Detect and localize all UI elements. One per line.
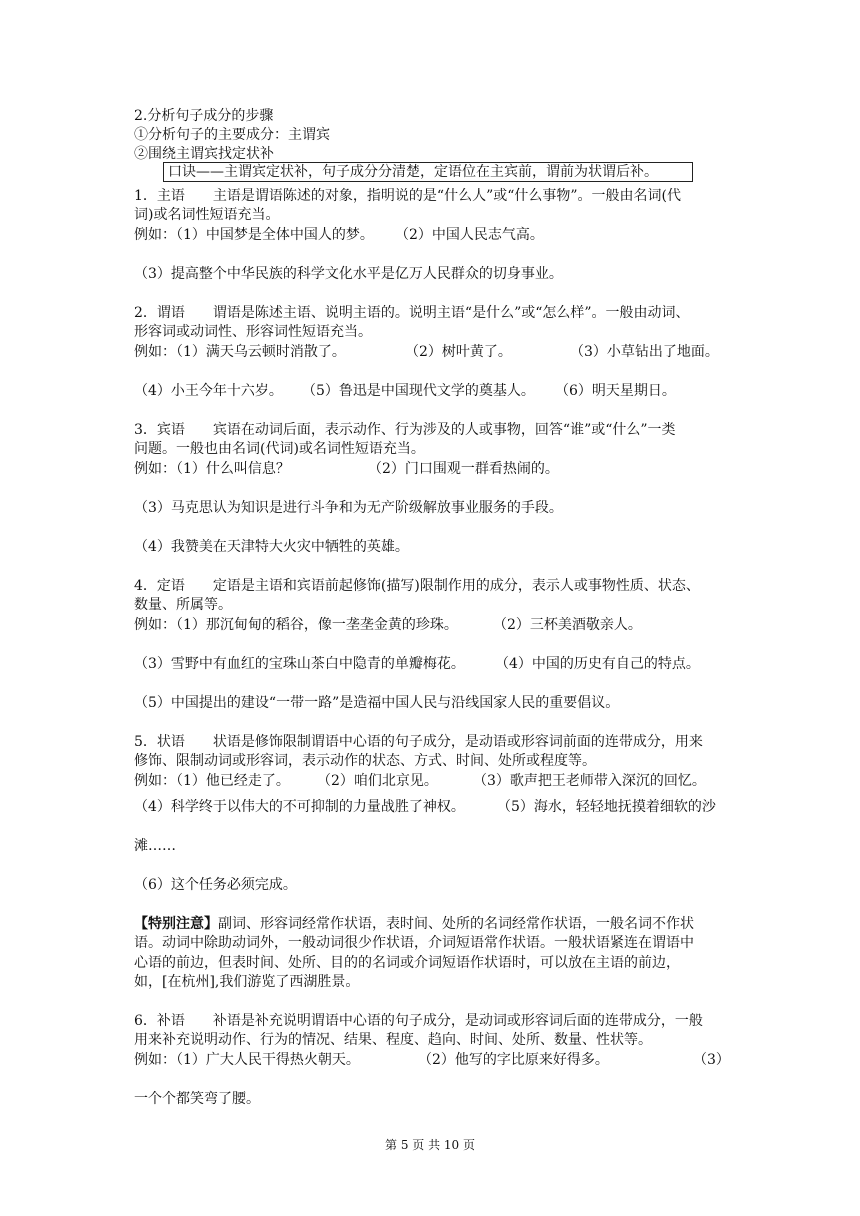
object-example-1: 例如：（1）什么叫信息？ [134, 461, 290, 477]
adverbial-example-1: 例如：（1）他已经走了。 [134, 773, 290, 789]
page-footer: 第 5 页 共 10 页 [385, 1138, 475, 1152]
adverbial-example-6: （6）这个任务必须完成。 [134, 877, 297, 893]
complement-example-3-cont: 一个个都笑弯了腰。 [134, 1091, 260, 1107]
attributive-example-4: （4）中国的历史有自己的特点。 [495, 656, 700, 672]
predicate-example-2: （2）树叶黄了。 [405, 344, 512, 360]
object-example-4: （4）我赞美在天津特大火灾中牺牲的英雄。 [134, 539, 409, 555]
predicate-example-3: （3）小草钻出了地面。 [570, 344, 719, 360]
object-line-2: 问题。一般也由名词(代词)或名词性短语充当。 [134, 441, 425, 457]
object-example-2: （2）门口围观一群看热闹的。 [368, 461, 559, 477]
adverbial-example-5: （5）海水，轻轻地抚摸着细软的沙 [497, 799, 716, 815]
attributive-example-5: （5）中国提出的建设“一带一路”是造福中国人民与沿线国家人民的重要倡议。 [134, 695, 620, 711]
complement-example-3: （3） [693, 1052, 730, 1068]
step-2: ②围绕主谓宾找定状补 [134, 146, 274, 162]
adverbial-example-2: （2）咱们北京见。 [317, 773, 438, 789]
adverbial-line-2: 修饰、限制动词或形容词，表示动作的状态、方式、时间、处所或程度等。 [134, 753, 596, 769]
adverbial-example-3: （3）歌声把王老师带入深沉的回忆。 [473, 773, 706, 789]
step-1: ①分析句子的主要成分：主谓宾 [134, 127, 330, 143]
predicate-example-1: 例如：（1）满天乌云顿时消散了。 [134, 344, 346, 360]
subject-example-3: （3）提高整个中华民族的科学文化水平是亿万人民群众的切身事业。 [134, 266, 563, 282]
note-line-1 [134, 914, 694, 934]
complement-line-2: 用来补充说明动作、行为的情况、结果、程度、趋向、时间、处所、数量、性状等。 [134, 1032, 652, 1048]
subject-example-2: （2）中国人民志气高。 [395, 227, 544, 243]
adverbial-example-4: （4）科学终于以伟大的不可抑制的力量战胜了神权。 [134, 799, 465, 815]
subject-example-1: 例如：（1）中国梦是全体中国人的梦。 [134, 227, 374, 243]
predicate-example-6: （6）明天星期日。 [555, 383, 676, 399]
attributive-example-1: 例如：（1）那沉甸甸的稻谷，像一垄垄金黄的珍珠。 [134, 617, 458, 633]
complement-example-1: 例如：（1）广大人民干得热火朝天。 [134, 1052, 360, 1068]
note-line-4: 如，[在杭州],我们游览了西湖胜景。 [134, 974, 360, 990]
mnemonic-box: 口诀——主谓宾定状补，句子成分分清楚，定语位在主宾前，谓前为状谓后补。 [163, 162, 693, 182]
attributive-example-2: （2）三杯美酒敬亲人。 [493, 617, 642, 633]
adverbial-line-1: 5．状语 状语是修饰限制谓语中心语的句子成分，是动语或形容词前面的连带成分，用来 [134, 734, 703, 750]
attributive-example-3: （3）雪野中有血红的宝珠山茶白中隐青的单瓣梅花。 [134, 656, 465, 672]
adverbial-example-5-cont: 滩…… [134, 838, 176, 854]
subject-line-2: 词)或名词性短语充当。 [134, 207, 280, 223]
predicate-line-2: 形容词或动词性、形容词性短语充当。 [134, 324, 372, 340]
object-example-3: （3）马克思认为知识是进行斗争和为无产阶级解放事业服务的手段。 [134, 500, 563, 516]
object-line-1: 3．宾语 宾语在动词后面，表示动作、行为涉及的人或事物，回答“谁”或“什么”一类 [134, 422, 676, 438]
attributive-line-1: 4．定语 定语是主语和宾语前起修饰(描写)限制作用的成分，表示人或事物性质、状态、 [134, 578, 700, 594]
predicate-example-5: （5）鲁迅是中国现代文学的奠基人。 [302, 383, 535, 399]
complement-example-2: （2）他写的字比原来好得多。 [418, 1052, 609, 1068]
predicate-line-1: 2．谓语 谓语是陈述主语、说明主语的。说明主语“是什么”或“怎么样”。一般由动词、 [134, 305, 690, 321]
note-label: 【特别注意】 [134, 916, 218, 932]
subject-line-1: 1．主语 主语是谓语陈述的对象，指明说的是“什么人”或“什么事物”。一般由名词(代 [134, 188, 681, 204]
attributive-line-2: 数量、所属等。 [134, 597, 232, 613]
note-line-3: 心语的前边，但表时间、处所、目的的名词或介词短语作状语时，可以放在主语的前边， [134, 955, 680, 971]
note-line-2: 语。动词中除助动词外，一般动词很少作状语，介词短语常作状语。一般状语紧连在谓语中 [134, 935, 694, 951]
section-heading: 2.分析句子成分的步骤 [134, 108, 274, 124]
note-text: 副词、形容词经常作状语，表时间、处所的名词经常作状语，一般名词不作状 [218, 916, 694, 932]
predicate-example-4: （4）小王今年十六岁。 [134, 383, 283, 399]
complement-line-1: 6．补语 补语是补充说明谓语中心语的句子成分，是动词或形容词后面的连带成分，一般 [134, 1013, 703, 1029]
